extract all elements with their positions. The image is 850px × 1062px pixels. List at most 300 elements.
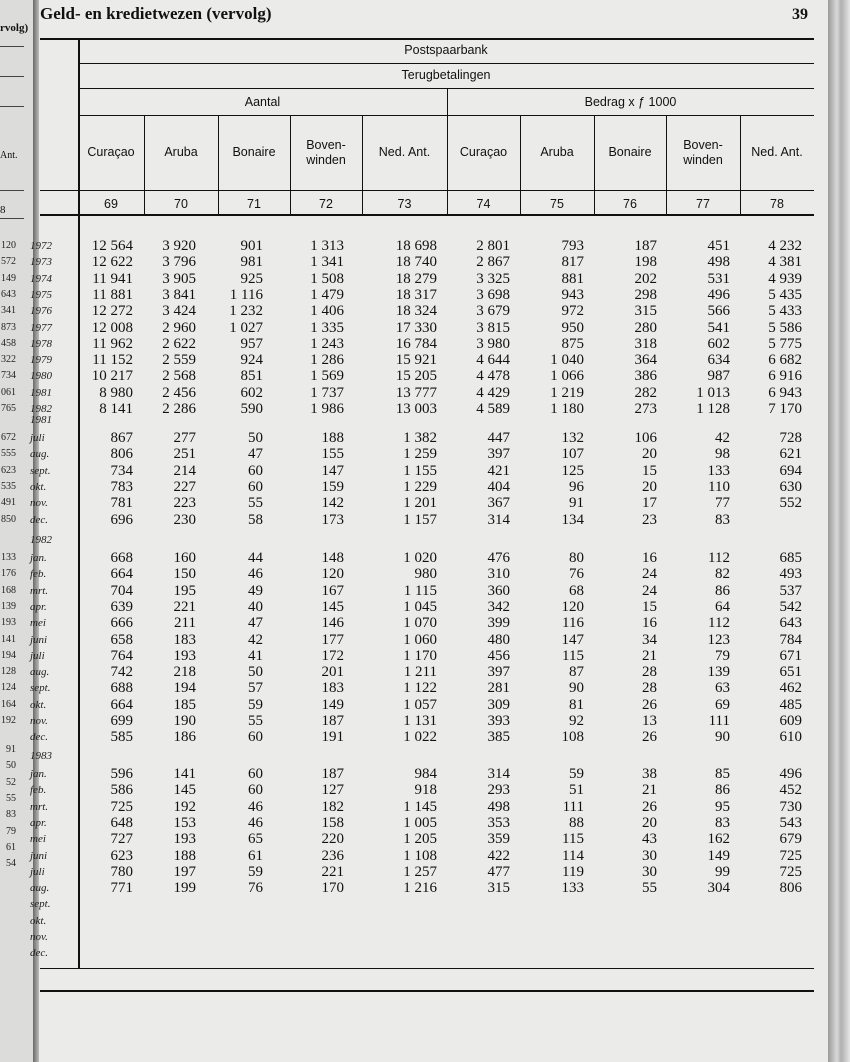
table-cell: 90	[715, 729, 730, 746]
table-cell: 2 960	[162, 319, 196, 336]
table-cell: 115	[562, 647, 584, 664]
table-cell: 60	[248, 782, 263, 799]
table-cell: 730	[779, 798, 802, 815]
column-header	[666, 138, 740, 168]
table-cell: 780	[110, 863, 133, 880]
table-cell: 112	[708, 550, 730, 566]
table-cell: 851	[240, 368, 263, 385]
table-cell: 46	[248, 798, 263, 815]
table-cell: 602	[240, 384, 263, 401]
row-label: juli	[30, 432, 45, 444]
table-cell: 81	[569, 696, 584, 713]
table-cell: 694	[779, 462, 802, 479]
table-cell: 150	[173, 566, 196, 583]
table-cell: 41	[248, 647, 263, 664]
header-terugbetalingen: Terugbetalingen	[401, 68, 491, 82]
table-cell: 59	[248, 696, 263, 713]
table-cell: 1 020	[403, 550, 437, 566]
table-cell: 23	[642, 511, 657, 528]
table-cell: 227	[173, 478, 196, 495]
table-cell: 85	[715, 766, 730, 782]
row-label: okt.	[30, 480, 47, 493]
table-cell: 2 456	[162, 384, 196, 401]
table-cell: 367	[487, 495, 510, 512]
table-cell: 924	[240, 352, 263, 369]
table-cell: 273	[634, 401, 657, 417]
table-cell: 146	[321, 615, 344, 632]
column-number: 75	[550, 197, 564, 211]
row-label: dec.	[30, 731, 49, 744]
row-label: juni	[30, 633, 48, 646]
table-cell: 1 122	[403, 680, 437, 697]
table-cell: 199	[173, 880, 196, 897]
table-cell: 49	[248, 582, 263, 599]
table-cell: 1 335	[310, 319, 344, 336]
table-cell: 5 433	[768, 303, 802, 320]
table-cell: 2 559	[162, 352, 196, 369]
table-cell: 664	[110, 696, 133, 713]
table-cell: 83	[715, 511, 730, 528]
table-cell: 2 867	[476, 254, 510, 271]
table-cell: 699	[110, 713, 133, 729]
table-cell: 282	[634, 384, 657, 401]
table-cell: 80	[569, 550, 584, 566]
table-cell: 186	[173, 729, 196, 746]
table-cell: 586	[110, 782, 133, 799]
table-cell: 61	[248, 847, 263, 864]
table-cell: 188	[321, 430, 344, 446]
table-cell: 1 045	[403, 598, 437, 615]
table-cell: 125	[561, 462, 584, 479]
row-label: nov.	[30, 715, 48, 727]
column-header-line: Aruba	[164, 145, 198, 159]
column-header	[362, 145, 447, 160]
table-cell: 666	[110, 615, 133, 632]
table-cell: 132	[561, 430, 584, 446]
table-cell: 385	[487, 729, 510, 746]
table-cell: 26	[642, 798, 657, 815]
column-header	[740, 145, 814, 160]
table-cell: 60	[248, 462, 263, 479]
row-label: aug.	[30, 882, 50, 895]
table-cell: 86	[715, 582, 730, 599]
table-cell: 123	[707, 631, 730, 648]
left-page-number: 734	[1, 370, 16, 382]
table-cell: 107	[561, 446, 584, 463]
table-cell: 771	[110, 880, 133, 897]
table-cell: 422	[487, 847, 510, 864]
table-cell: 1 479	[310, 286, 344, 303]
table-cell: 55	[248, 713, 263, 729]
table-cell: 496	[707, 286, 730, 303]
table-cell: 20	[642, 478, 657, 495]
table-cell: 3 920	[162, 238, 196, 254]
table-cell: 3 815	[476, 319, 510, 336]
table-cell: 1 170	[403, 647, 437, 664]
left-page-number: 458	[1, 337, 16, 349]
header-rule	[40, 190, 814, 191]
table-cell: 15	[642, 462, 657, 479]
table-cell: 360	[487, 582, 510, 599]
table-cell: 867	[110, 430, 133, 446]
table-cell: 44	[248, 550, 263, 566]
table-cell: 18 317	[395, 286, 437, 303]
table-cell: 610	[779, 729, 802, 746]
table-cell: 6 682	[768, 352, 802, 369]
column-header-line: Bonaire	[232, 145, 276, 159]
table-cell: 149	[321, 696, 344, 713]
column-number: 71	[247, 197, 261, 211]
table-cell: 386	[634, 368, 657, 385]
table-cell: 1 341	[310, 254, 344, 271]
row-label: sept.	[30, 464, 51, 477]
table-cell: 182	[321, 798, 344, 815]
table-bottom-rule	[40, 968, 814, 969]
table-cell: 119	[562, 863, 584, 880]
table-cell: 477	[487, 863, 510, 880]
column-header	[520, 145, 594, 160]
row-label: mrt.	[30, 584, 49, 597]
table-cell: 79	[715, 647, 730, 664]
table-cell: 11 881	[92, 286, 133, 303]
table-cell: 160	[173, 550, 196, 566]
table-cell: 1 205	[403, 831, 437, 848]
section-heading: 1982	[30, 534, 52, 546]
table-cell: 671	[779, 647, 802, 664]
column-number: 74	[476, 197, 491, 211]
right-page-edges	[828, 0, 850, 1062]
table-cell: 1 022	[403, 729, 437, 746]
row-label: nov.	[30, 931, 48, 943]
table-cell: 1 057	[403, 696, 437, 713]
table-cell: 20	[642, 446, 657, 463]
table-cell: 493	[779, 566, 802, 583]
table-cell: 191	[321, 729, 344, 746]
row-label: okt.	[30, 698, 47, 711]
row-label: mrt.	[30, 800, 49, 813]
left-page-number: 83	[6, 809, 16, 821]
table-cell: 315	[487, 880, 510, 897]
table-cell: 725	[779, 847, 802, 864]
table-cell: 20	[642, 814, 657, 831]
table-cell: 58	[248, 511, 263, 528]
table-cell: 793	[561, 238, 584, 254]
table-cell: 1 286	[310, 352, 344, 369]
table-cell: 221	[173, 598, 196, 615]
column-header-line: Ned. Ant.	[378, 145, 431, 159]
table-cell: 623	[110, 847, 133, 864]
table-cell: 88	[569, 814, 584, 831]
column-header-line: winden	[683, 153, 723, 167]
table-cell: 185	[173, 696, 196, 713]
left-page-number: 149	[1, 272, 16, 284]
table-cell: 476	[487, 550, 510, 566]
row-label: juli	[30, 649, 45, 662]
table-cell: 566	[707, 303, 730, 320]
table-cell: 5 435	[768, 286, 802, 303]
table-cell: 639	[110, 598, 133, 615]
table-cell: 456	[487, 647, 510, 664]
table-cell: 590	[240, 401, 263, 417]
table-cell: 679	[779, 831, 802, 848]
left-page-number: 120	[1, 240, 16, 251]
left-rule	[0, 46, 24, 47]
table-cell: 1 232	[229, 303, 263, 320]
table-cell: 16	[642, 550, 657, 566]
table-cell: 531	[707, 270, 730, 287]
table-cell: 342	[487, 598, 510, 615]
table-cell: 59	[569, 766, 584, 782]
table-cell: 3 325	[476, 270, 510, 287]
left-page-number: 491	[1, 497, 16, 509]
table-cell: 90	[569, 680, 584, 697]
table-cell: 806	[779, 880, 802, 897]
table-cell: 2 801	[476, 238, 510, 254]
table-cell: 162	[707, 831, 730, 848]
table-cell: 4 644	[476, 352, 510, 369]
table-cell: 596	[110, 766, 133, 782]
table-cell: 115	[562, 831, 584, 848]
header-bottom-rule	[40, 214, 814, 216]
table-cell: 541	[707, 319, 730, 336]
column-header	[218, 145, 290, 160]
table-cell: 236	[321, 847, 344, 864]
table-cell: 1 131	[403, 713, 437, 729]
column-header-line: Aruba	[540, 145, 574, 159]
table-cell: 1 155	[403, 462, 437, 479]
table-cell: 8 980	[99, 384, 133, 401]
table-cell: 194	[173, 680, 196, 697]
table-cell: 452	[779, 782, 802, 799]
table-cell: 1 243	[310, 335, 344, 352]
table-cell: 133	[561, 880, 584, 897]
table-cell: 147	[561, 631, 584, 648]
row-label: aug.	[30, 666, 50, 679]
table-cell: 59	[248, 863, 263, 880]
row-label: 1979	[30, 354, 52, 367]
table-cell: 76	[248, 880, 263, 897]
table-cell: 13	[642, 713, 657, 729]
table-cell: 451	[707, 238, 730, 254]
row-label: 1974	[30, 272, 52, 285]
left-page-number: 643	[1, 288, 16, 300]
table-cell: 83	[715, 814, 730, 831]
header-bedrag: Bedrag x ƒ 1000	[584, 95, 677, 109]
table-cell: 221	[321, 863, 344, 880]
table-cell: 57	[248, 680, 263, 697]
table-cell: 120	[321, 566, 344, 583]
column-number: 78	[770, 197, 784, 211]
table-cell: 2 568	[162, 368, 196, 385]
table-cell: 195	[173, 582, 196, 599]
table-cell: 318	[634, 335, 657, 352]
left-page-number: 168	[1, 584, 16, 596]
row-label: 1977	[30, 321, 52, 334]
table-cell: 15 205	[395, 368, 437, 385]
left-page-number: 91	[6, 744, 16, 755]
table-cell: 817	[561, 254, 584, 271]
table-cell: 764	[110, 647, 133, 664]
section-heading: 1983	[30, 750, 52, 762]
table-cell: 202	[634, 270, 657, 287]
table-cell: 190	[173, 713, 196, 729]
table-cell: 314	[487, 766, 510, 782]
table-cell: 696	[110, 511, 133, 528]
table-cell: 82	[715, 566, 730, 583]
table-cell: 92	[569, 713, 584, 729]
left-page-number: 141	[1, 633, 16, 645]
table-cell: 46	[248, 566, 263, 583]
row-label: sept.	[30, 898, 51, 911]
table-cell: 187	[321, 713, 344, 729]
table-cell: 21	[642, 647, 657, 664]
table-cell: 99	[715, 863, 730, 880]
header-aantal: Aantal	[244, 95, 281, 109]
left-page-number: 555	[1, 448, 16, 460]
table-cell: 188	[173, 847, 196, 864]
table-cell: 145	[173, 782, 196, 799]
table-cell: 11 962	[92, 335, 133, 352]
table-cell: 1 406	[310, 303, 344, 320]
table-cell: 315	[634, 303, 657, 320]
table-cell: 2 622	[162, 335, 196, 352]
table-cell: 155	[321, 446, 344, 463]
left-rule	[0, 190, 24, 191]
table-cell: 13 003	[395, 401, 437, 417]
table-cell: 98	[715, 446, 730, 463]
table-cell: 537	[779, 582, 802, 599]
left-page-number: 176	[1, 568, 16, 580]
table-cell: 881	[561, 270, 584, 287]
table-cell: 65	[248, 831, 263, 848]
table-cell: 108	[561, 729, 584, 746]
row-label: 1978	[30, 337, 52, 350]
table-cell: 1 128	[696, 401, 730, 417]
column-number: 70	[174, 197, 188, 211]
table-cell: 1 115	[403, 582, 437, 599]
table-cell: 987	[707, 368, 730, 385]
table-cell: 725	[779, 863, 802, 880]
table-cell: 364	[634, 352, 657, 369]
column-number: 76	[623, 197, 637, 211]
table-cell: 485	[779, 696, 802, 713]
left-page-number: 52	[6, 776, 16, 788]
table-cell: 359	[487, 831, 510, 848]
table-cell: 110	[708, 478, 730, 495]
table-cell: 111	[708, 713, 730, 729]
table-cell: 643	[779, 615, 802, 632]
table-cell: 688	[110, 680, 133, 697]
table-cell: 116	[562, 615, 584, 632]
table-cell: 220	[321, 831, 344, 848]
table-cell: 40	[248, 598, 263, 615]
table-cell: 542	[779, 598, 802, 615]
table-cell: 421	[487, 462, 510, 479]
table-cell: 4 589	[476, 401, 510, 417]
table-cell: 310	[487, 566, 510, 583]
table-cell: 149	[707, 847, 730, 864]
table-cell: 187	[634, 238, 657, 254]
column-number: 73	[397, 197, 412, 211]
column-header	[290, 138, 362, 168]
column-header-line: Boven-	[306, 138, 346, 152]
table-cell: 404	[487, 478, 510, 495]
table-cell: 901	[240, 238, 263, 254]
table-cell: 76	[569, 566, 584, 583]
table-cell: 95	[715, 798, 730, 815]
table-cell: 727	[110, 831, 133, 848]
table-cell: 609	[779, 713, 802, 729]
table-cell: 309	[487, 696, 510, 713]
table-cell: 10 217	[91, 368, 133, 385]
row-label: 1975	[30, 288, 52, 301]
table-cell: 1 013	[696, 384, 730, 401]
row-label: 1972	[30, 240, 52, 252]
table-cell: 172	[321, 647, 344, 664]
left-page-number: 192	[1, 715, 16, 726]
table-cell: 77	[715, 495, 730, 512]
row-label: 1976	[30, 305, 52, 318]
table-cell: 685	[779, 550, 802, 566]
header-rule	[78, 63, 814, 64]
left-ant-fragment: Ant.	[0, 150, 18, 161]
table-cell: 114	[562, 847, 584, 864]
table-cell: 1 201	[403, 495, 437, 512]
row-label: jan.	[30, 768, 47, 780]
table-cell: 984	[414, 766, 437, 782]
row-label: 1982	[30, 403, 52, 415]
header-rule	[78, 88, 814, 89]
table-cell: 4 381	[768, 254, 802, 271]
table-cell: 26	[642, 696, 657, 713]
table-cell: 15 921	[395, 352, 437, 369]
table-cell: 30	[642, 847, 657, 864]
table-cell: 1 508	[310, 270, 344, 287]
row-label: jan.	[30, 552, 47, 564]
table-cell: 63	[715, 680, 730, 697]
table-cell: 925	[240, 270, 263, 287]
table-cell: 30	[642, 863, 657, 880]
left-page-number: 139	[1, 600, 16, 612]
table-cell: 60	[248, 478, 263, 495]
table-cell: 1 259	[403, 446, 437, 463]
column-header-line: Curaçao	[87, 145, 135, 159]
table-cell: 38	[642, 766, 657, 782]
table-cell: 4 429	[476, 384, 510, 401]
table-cell: 134	[561, 511, 584, 528]
table-cell: 1 180	[550, 401, 584, 417]
table-cell: 34	[642, 631, 657, 648]
table-cell: 4 232	[768, 238, 802, 254]
column-header	[594, 145, 666, 160]
table-cell: 552	[779, 495, 802, 512]
table-cell: 96	[569, 478, 584, 495]
table-cell: 91	[569, 495, 584, 512]
table-cell: 6 943	[768, 384, 802, 401]
table-cell: 1 040	[550, 352, 584, 369]
table-cell: 5 775	[768, 335, 802, 352]
table-cell: 16 784	[395, 335, 437, 352]
table-cell: 18 740	[395, 254, 437, 271]
table-cell: 28	[642, 680, 657, 697]
table-cell: 3 841	[162, 286, 196, 303]
row-label: okt.	[30, 914, 47, 927]
table-cell: 972	[561, 303, 584, 320]
table-cell: 12 272	[91, 303, 133, 320]
table-cell: 60	[248, 729, 263, 746]
row-label: apr.	[30, 816, 47, 829]
table-cell: 1 066	[550, 368, 584, 385]
